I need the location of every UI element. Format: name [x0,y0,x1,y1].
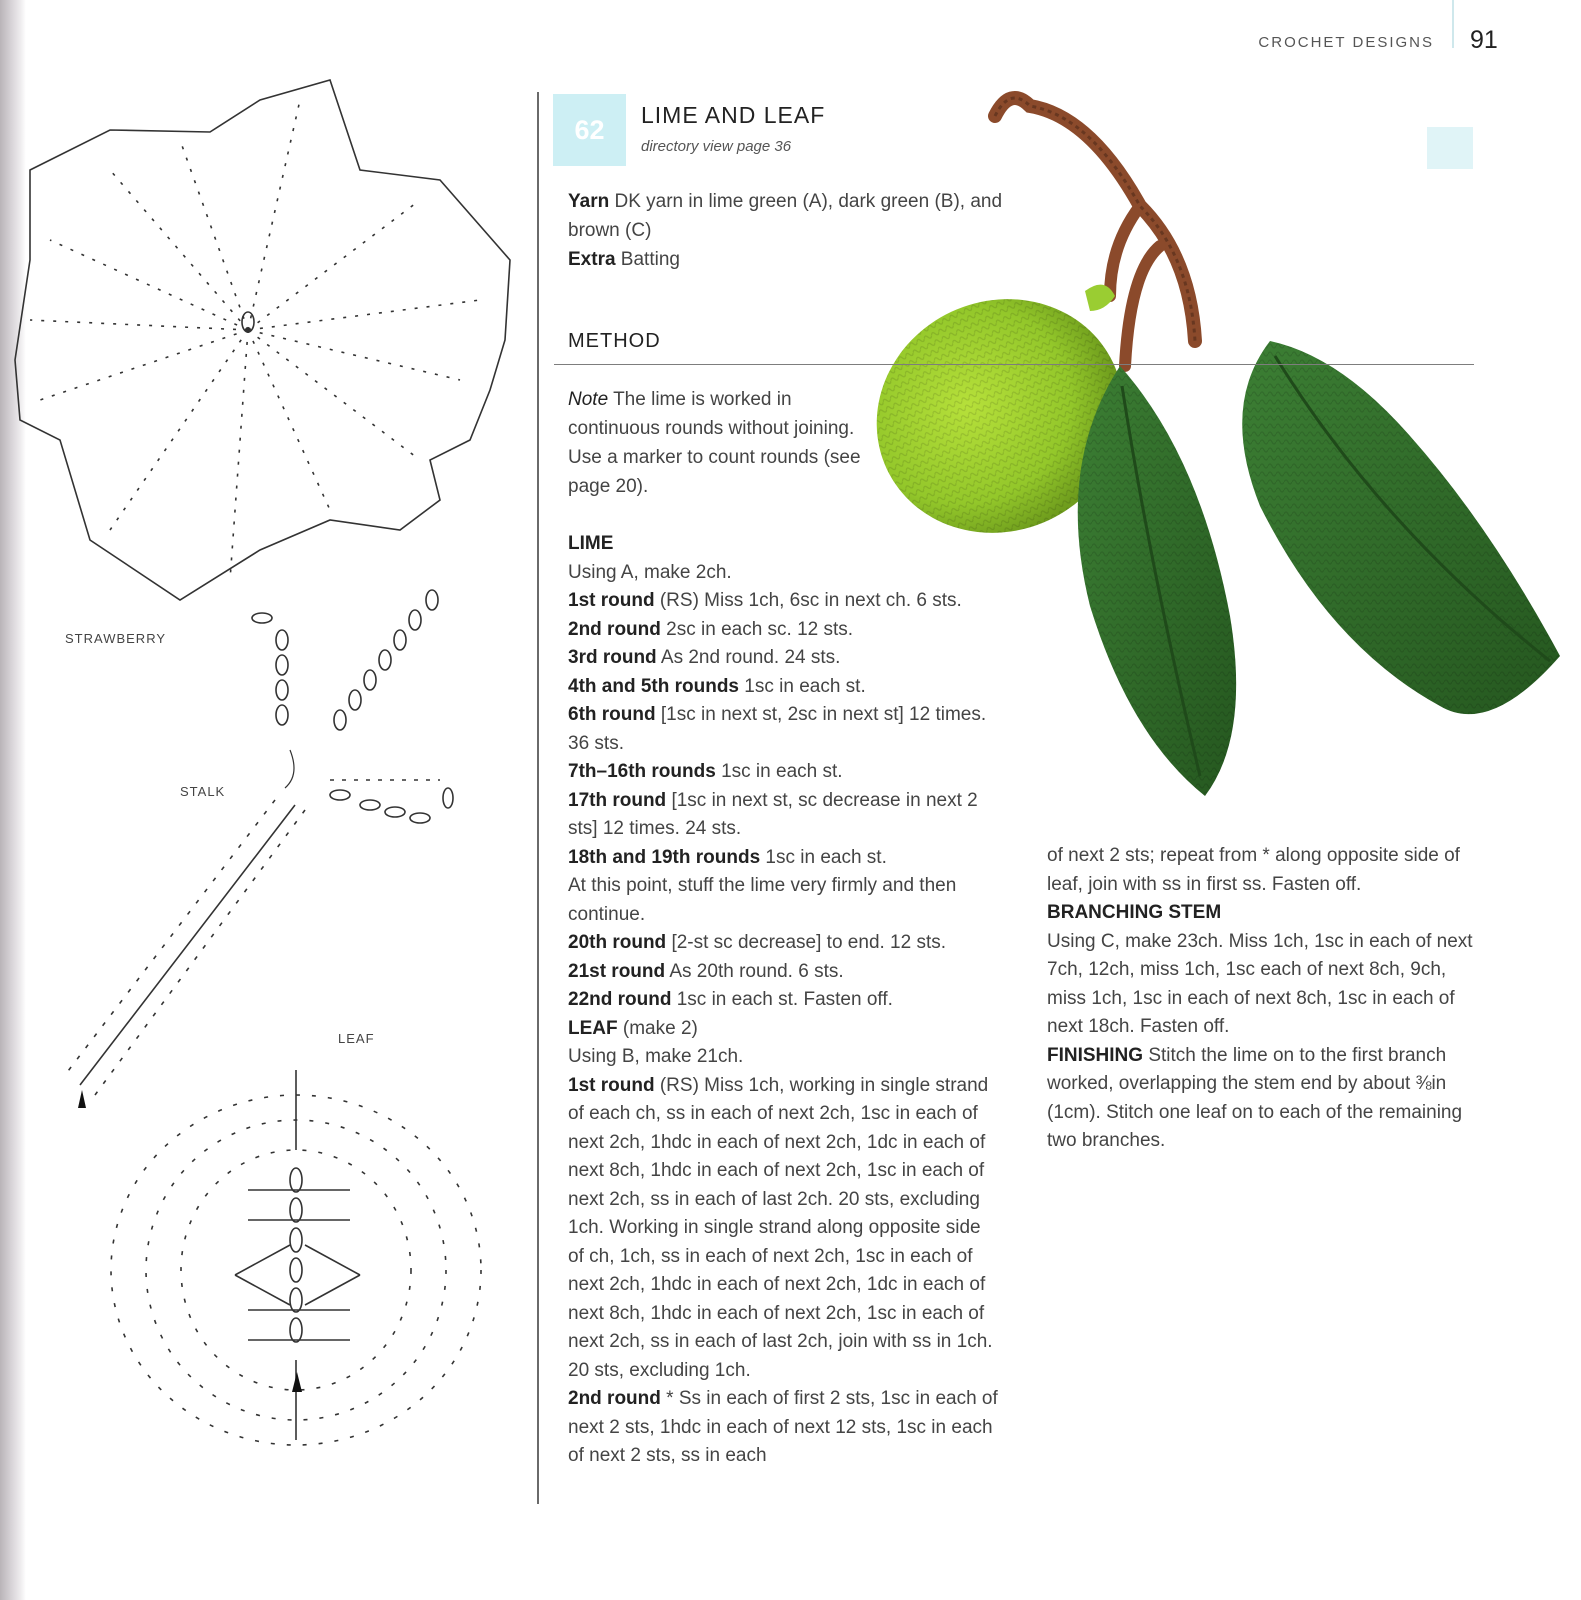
instructions-column-1 [568,530,998,1471]
lime-round-20: 20th round [2-st sc decrease] to end. 12 sts. [568,932,947,953]
crochet-diagrams [0,60,540,1480]
lime-round-22: 22nd round 1sc in each st. Fasten off. [568,989,893,1010]
leaf-intro: Using B, make 21ch. [568,1046,744,1067]
leaf-round-2: 2nd round * Ss in each of first 2 sts, 1sc in each of next 2 sts, 1hdc in each of next 12 sts, 1sc in each of next 2 sts, ss in each [568,1388,998,1466]
materials-extra: Extra Batting [568,249,680,270]
running-head: CROCHET DESIGNS [1258,34,1434,51]
diagram-label-stalk: STALK [180,784,226,799]
strawberry-chart [15,80,510,600]
method-note: Note The lime is worked in continuous rounds without joining. Use a marker to count rounds (see page 20). [568,389,861,497]
pattern-subtitle: directory view page 36 [641,138,792,155]
lime-heading: LIME [568,533,614,554]
materials-list [568,187,1028,274]
stalk-chart [65,590,453,1108]
lime-round-6: 6th round [1sc in next st, 2sc in next st] 12 times. 36 sts. [568,704,987,754]
leaf-round-1: 1st round (RS) Miss 1ch, working in single strand of each ch, ss in each of next 2ch, 1sc in each of next 2ch, 1hdc in each of next 2ch, 1dc in each of next 8ch, 1hdc in each of next 2ch, 1sc in each of next 2ch, ss in each of last 2ch. 20 sts, excluding 1ch. Working in single strand along opposite side of ch, 1ch, ss in each of next 2ch, 1sc in each of next 2ch, 1hdc in each of next 2ch, 1dc in each of next 8ch, 1hdc in each of next 2ch, 1sc in each of next 2ch, ss in each of last 2ch, join with ss in 1ch. 20 sts, excluding 1ch. [568,1074,993,1381]
materials-yarn: Yarn DK yarn in lime green (A), dark green (B), and brown (C) [568,191,1003,241]
lime-round-7-16: 7th–16th rounds 1sc in each st. [568,761,843,782]
leaf-round-2-continued: of next 2 sts; repeat from * along opposite side of leaf, join with ss in first ss. Fasten off. [1047,845,1460,895]
instructions-column-2 [1047,842,1477,1156]
lime-round-4-5: 4th and 5th rounds 1sc in each st. [568,675,866,697]
finishing-text: FINISHING Stitch the lime on to the first branch worked, overlapping the stem end by about ⅜in (1cm). Stitch one leaf on to each of the remaining two branches. [1047,1044,1463,1151]
column-divider [537,92,539,1504]
leaf-heading-line: LEAF (make 2) [568,1017,698,1039]
lime-round-17: 17th round [1sc in next st, sc decrease in next 2 sts] 12 times. 24 sts. [568,789,978,839]
lime-round-3: 3rd round As 2nd round. 24 sts. [568,647,841,668]
method-rule [554,364,1474,365]
page-number: 91 [1470,26,1498,54]
lime-intro: Using A, make 2ch. [568,561,732,583]
method-heading: METHOD [568,330,661,352]
pattern-number-badge: 62 [553,94,626,166]
stem-heading: BRANCHING STEM [1047,902,1222,923]
stem-text: Using C, make 23ch. Miss 1ch, 1sc in each of next 7ch, 12ch, miss 1ch, 1sc each of next 8ch, 9ch, miss 1ch, 1sc in each of next 8ch, 1sc in each of next 18ch. Fasten off. [1047,930,1473,1037]
pattern-title: LIME AND LEAF [641,102,826,128]
leaf-chart [111,1070,481,1445]
diagram-label-strawberry: STRAWBERRY [65,631,167,646]
lime-round-1: 1st round (RS) Miss 1ch, 6sc in next ch. 6 sts. [568,590,962,611]
lime-round-18-19: 18th and 19th rounds 1sc in each st. [568,846,887,868]
lime-stuff-note: At this point, stuff the lime very firmly and then continue. [568,875,957,925]
lime-round-21: 21st round As 20th round. 6 sts. [568,960,844,982]
lime-round-2: 2nd round 2sc in each sc. 12 sts. [568,618,854,640]
diagram-label-leaf: LEAF [338,1031,375,1046]
header-divider [1452,0,1454,48]
